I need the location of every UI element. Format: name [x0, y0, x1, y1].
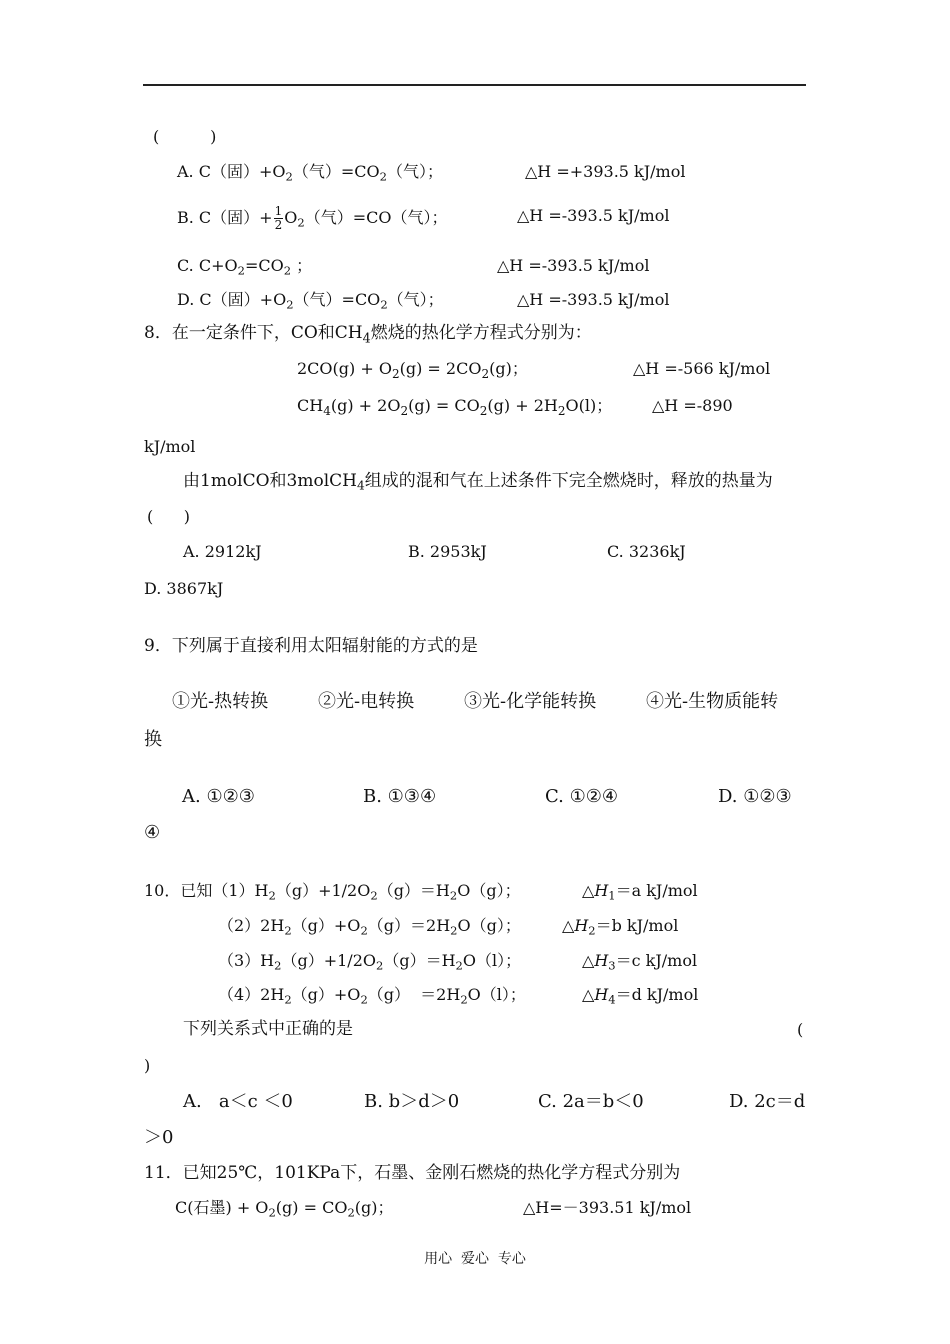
q10-dh-3: $\triangle H_3=c$ kJ/mol	[582, 951, 698, 973]
q10-ask: 下列关系式中正确的是	[183, 1019, 353, 1039]
header-rule	[143, 84, 806, 86]
q9-item-3: ③光-化学能转换	[464, 691, 597, 712]
q10-reaction-4: $(4)2H_2(g)+O_2(g) =2H_2O(l)$；	[218, 985, 526, 1007]
q7-option-d: D. C（固）$+O_2$（气）$=CO_2$（气）；	[177, 290, 444, 312]
q9-option-b: B. ①③④	[363, 786, 437, 807]
q10-option-d-wrap: ＞0	[144, 1127, 174, 1148]
q7-option-b-enthalpy: △H =-393.5 kJ/mol	[517, 206, 670, 225]
q8-option-d: D. 3867kJ	[144, 579, 224, 598]
q10-option-a: A. a＜c ＜0	[183, 1091, 293, 1112]
q8-equation-ch4-enthalpy: △H =-890	[652, 396, 733, 415]
q11-stem: 11．已知25℃，101KPa下，石墨、金刚石燃烧的热化学方程式分别为	[144, 1163, 681, 1183]
q10-option-b: B. b＞d＞0	[364, 1091, 460, 1112]
q10-reaction-2: $(2)2H_2(g)+O_2(g)=2H_2O(g)$；	[218, 916, 521, 938]
q7-option-c-enthalpy: △H =-393.5 kJ/mol	[497, 256, 650, 275]
q7-option-b: B. C（固）+ $\frac{1}{2}$ $O_2$（气）=CO（气）；	[177, 204, 448, 232]
q9-option-d-wrap: ④	[144, 822, 161, 843]
q8-option-b: B. 2953kJ	[408, 542, 487, 561]
q9-item-2: ②光-电转换	[318, 691, 415, 712]
q10-paren-open: (	[797, 1020, 804, 1039]
q9-item-4: ④光-生物质能转	[646, 691, 779, 712]
q9-option-d: D. ①②③	[718, 786, 792, 807]
q8-option-a: A. 2912kJ	[183, 542, 262, 561]
q9-item-1: ①光-热转换	[172, 691, 269, 712]
q7-option-a: A. C（固）$+O_2$（气）$=CO_2$（气）；	[177, 162, 443, 184]
q8-answer-paren: ( )	[147, 507, 190, 526]
q10-dh-4: $\triangle H_4=d$ kJ/mol	[582, 985, 699, 1007]
q8-equation-co-enthalpy: △H =-566 kJ/mol	[633, 359, 771, 378]
q7-option-c: C. $C+O_2=CO_2$ ；	[177, 256, 313, 278]
q9-stem: 9．下列属于直接利用太阳辐射能的方式的是	[144, 636, 478, 656]
q8-option-c: C. 3236kJ	[607, 542, 686, 561]
q10-dh-2: $\triangle H_2=b$ kJ/mol	[562, 916, 679, 938]
q9-item-4-wrap: 换	[144, 729, 162, 750]
q10-dh-1: $\triangle H_1=a$ kJ/mol	[582, 881, 698, 903]
q7-option-a-enthalpy: △H =+393.5 kJ/mol	[525, 162, 686, 181]
q8-equation-ch4: $CH_4(g) + 2O_2(g) = CO_2(g) + 2H_2O(l)$；	[297, 396, 613, 419]
q10-option-d: D. 2c＝d	[729, 1091, 806, 1112]
q9-option-a: A. ①②③	[182, 786, 255, 807]
q7-option-d-enthalpy: △H =-393.5 kJ/mol	[517, 290, 670, 309]
q11-equation-graphite: C(石墨) + $O_2(g) = CO_2(g)$；	[175, 1198, 394, 1220]
q8-equation-ch4-unit: kJ/mol	[144, 437, 196, 456]
q10-reaction-1: 10．已知$(1)H_2(g)+1/2O_2(g)=H_2O(g)$；	[144, 881, 521, 903]
q8-stem: 8．在一定条件下，CO和$CH_4$燃烧的热化学方程式分别为：	[144, 323, 592, 347]
q8-equation-co: $2CO(g) + O_2(g) = 2CO_2(g)$；	[297, 359, 528, 382]
q10-paren-close: )	[144, 1056, 151, 1075]
fraction-one-half: $\frac{1}{2}$	[274, 204, 283, 232]
q7-answer-paren: ( )	[153, 127, 217, 146]
page-footer: 用心 爱心 专心	[424, 1251, 526, 1267]
q11-equation-graphite-enthalpy: △H=－393.51 kJ/mol	[523, 1198, 692, 1217]
q10-reaction-3: $(3)H_2(g)+1/2O_2(g)=H_2O(l)$；	[218, 951, 522, 973]
q10-option-c: C. 2a＝b＜0	[538, 1091, 644, 1112]
q9-option-c: C. ①②④	[545, 786, 618, 807]
q8-body: 由1molCO和3molCH$_4$组成的混和气在上述条件下完全燃烧时，释放的热量为	[183, 471, 773, 493]
